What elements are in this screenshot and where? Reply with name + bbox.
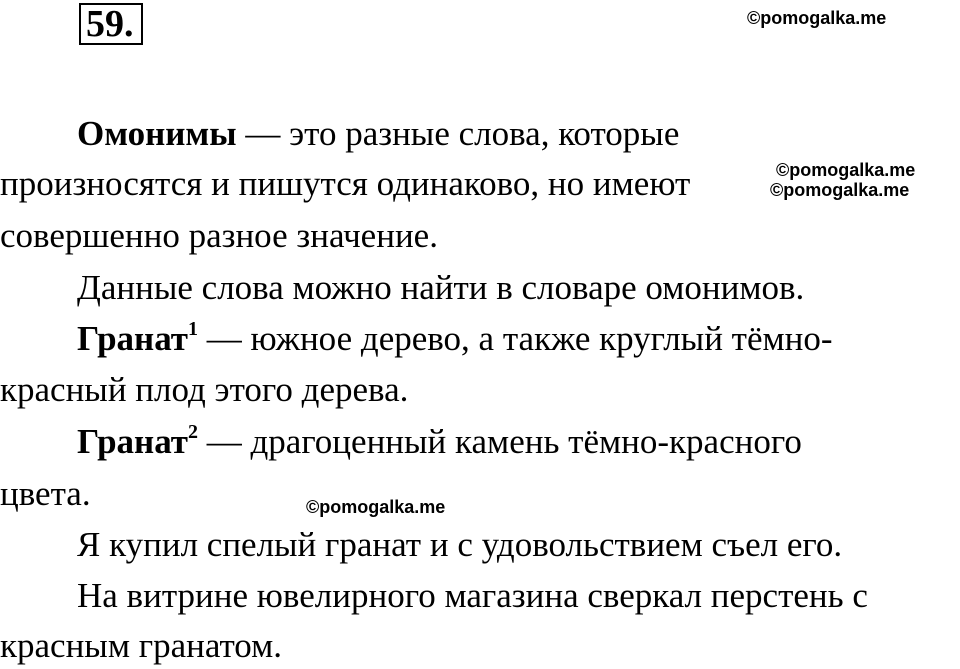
example-sentence-2-line-2: красным гранатом. — [0, 626, 283, 665]
watermark: ©pomogalka.me — [306, 497, 446, 517]
paragraph-3-line-2: красный плод этого дерева. — [0, 370, 409, 409]
paragraph-1-line-2: произносятся и пишутся одинаково, но имеют — [0, 164, 691, 203]
definition-text: — это разные слова, которые — [236, 114, 680, 153]
paragraph-1-line-1 — [77, 114, 679, 154]
paragraph-4-line-2: цвета. — [0, 474, 91, 513]
exercise-number — [86, 0, 134, 50]
term-granat-1: Гранат — [77, 319, 188, 358]
paragraph-1-line-3: совершенно разное значение. — [0, 216, 438, 255]
definition-text: — драгоценный камень тёмно-красного — [197, 422, 802, 461]
term-granat-2: Гранат — [77, 422, 188, 461]
paragraph-4-line-1 — [77, 422, 802, 462]
paragraph-2-line-1: Данные слова можно найти в словаре омонимов. — [77, 268, 805, 307]
example-sentence-1: Я купил спелый гранат и с удовольствием съел его. — [77, 525, 843, 564]
exercise-number-dot: . — [124, 3, 134, 45]
watermark: ©pomogalka.me — [770, 180, 910, 200]
definition-text: — южное дерево, а также круглый тёмно- — [197, 319, 833, 358]
watermark: ©pomogalka.me — [776, 160, 916, 180]
exercise-number-digits: 59 — [86, 3, 124, 45]
paragraph-3-line-1 — [77, 319, 833, 359]
term-homonyms: Омонимы — [77, 114, 237, 153]
superscript-2: 2 — [187, 421, 198, 444]
example-sentence-2-line-1: На витрине ювелирного магазина сверкал перстень с — [77, 576, 868, 615]
watermark: ©pomogalka.me — [747, 8, 887, 28]
superscript-1: 1 — [187, 318, 198, 341]
